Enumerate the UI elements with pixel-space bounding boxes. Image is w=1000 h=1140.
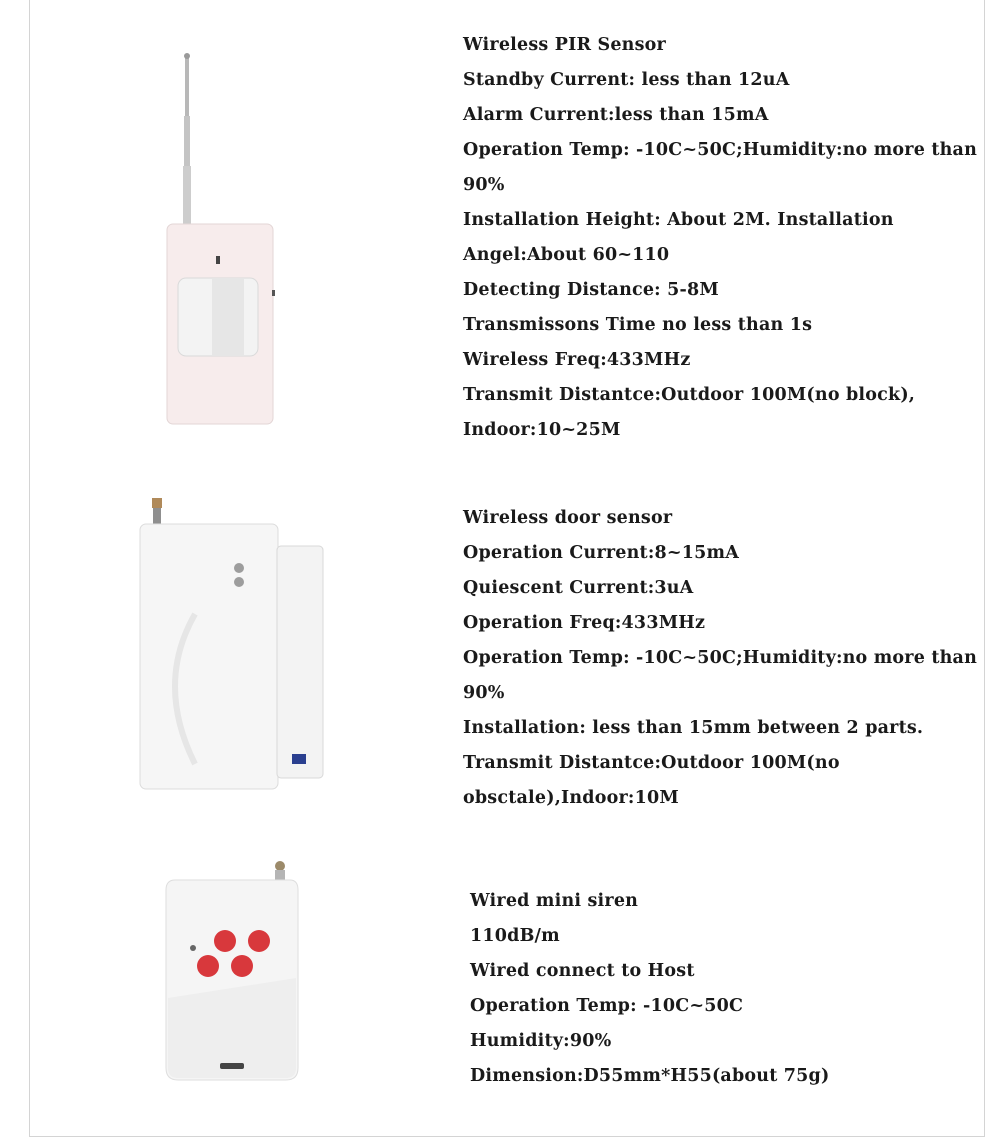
spec-line: Operation Current:8~15mA	[463, 543, 739, 563]
spec-line: Operation Temp: -10C~50C	[470, 996, 744, 1016]
spec-line: Transmissons Time no less than 1s	[463, 315, 813, 335]
door-sensor-image	[135, 494, 330, 794]
spec-line: Humidity:90%	[470, 1031, 612, 1051]
spec-line: obsctale),Indoor:10M	[463, 788, 679, 808]
spec-line: Installation Height: About 2M. Installation	[463, 210, 894, 230]
door-sensor-specs	[463, 501, 977, 816]
spec-line: Installation: less than 15mm between 2 parts.	[463, 718, 924, 738]
remote-control-image	[160, 858, 305, 1086]
spec-line: Transmit Distantce:Outdoor 100M(no	[463, 753, 840, 773]
spec-line: Wireless door sensor	[463, 508, 673, 528]
spec-line: Dimension:D55mm*H55(about 75g)	[470, 1066, 830, 1086]
spec-line: Alarm Current:less than 15mA	[463, 105, 769, 125]
spec-line: Wireless PIR Sensor	[463, 35, 666, 55]
spec-line: Quiescent Current:3uA	[463, 578, 694, 598]
spec-line: Transmit Distantce:Outdoor 100M(no block),	[463, 385, 916, 405]
spec-line: 90%	[463, 175, 505, 195]
spec-line: Operation Freq:433MHz	[463, 613, 706, 633]
spec-line: Indoor:10~25M	[463, 420, 621, 440]
spec-line: Wireless Freq:433MHz	[463, 350, 691, 370]
pir-sensor-image	[160, 50, 285, 428]
spec-line: Wired mini siren	[470, 891, 639, 911]
spec-line: Standby Current: less than 12uA	[463, 70, 790, 90]
spec-line: Operation Temp: -10C~50C;Humidity:no more than	[463, 140, 978, 160]
spec-line: Wired connect to Host	[470, 961, 695, 981]
spec-line: Detecting Distance: 5-8M	[463, 280, 719, 300]
remote-specs	[470, 884, 829, 1094]
spec-line: Angel:About 60~110	[463, 245, 670, 265]
spec-line: 90%	[463, 683, 505, 703]
pir-sensor-specs	[463, 28, 977, 448]
spec-line: Operation Temp: -10C~50C;Humidity:no more than	[463, 648, 978, 668]
spec-line: 110dB/m	[470, 926, 560, 946]
